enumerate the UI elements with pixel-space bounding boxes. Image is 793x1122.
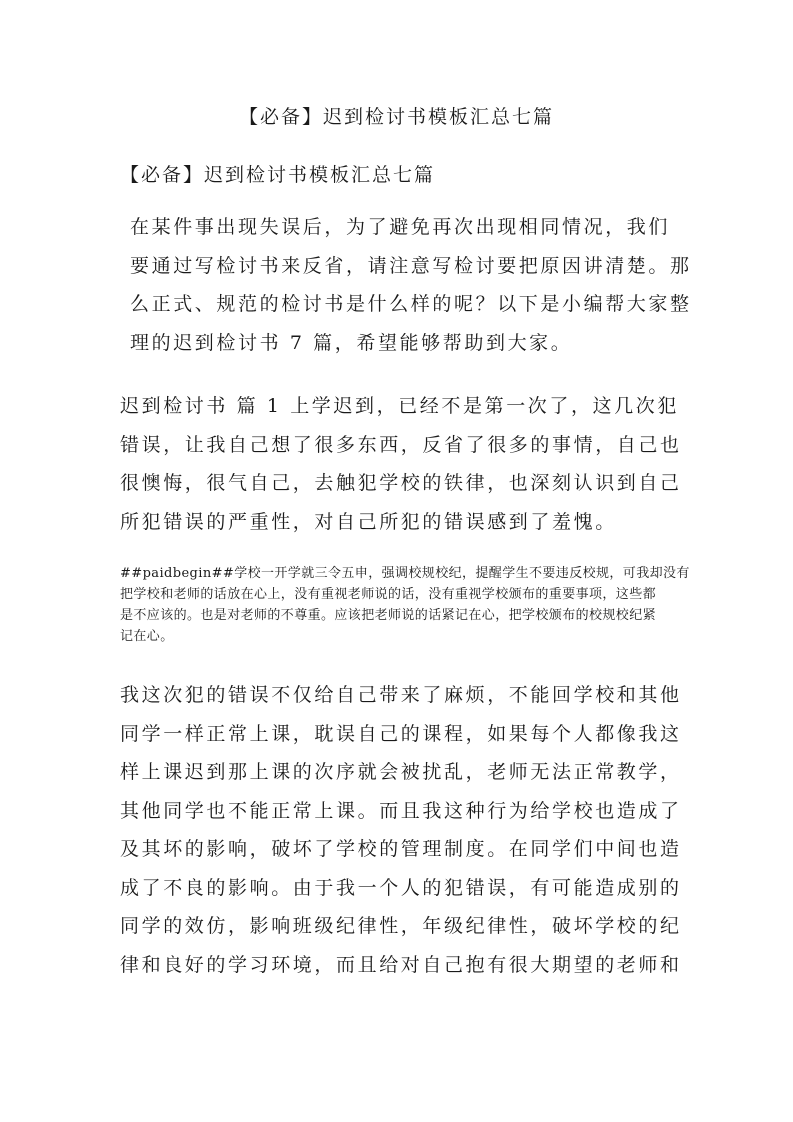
text-line: 其他同学也不能正常上课。而且我这种行为给学校也造成了 (120, 799, 682, 822)
text-line: 成了不良的影响。由于我一个人的犯错误，有可能造成别的 (120, 876, 682, 899)
text-line: 么正式、规范的检讨书是什么样的呢？以下是小编帮大家整 (130, 293, 692, 315)
text-line: 所犯错误的严重性，对自己所犯的错误感到了羞愧。 (120, 510, 617, 533)
text-line: 同学的效仿，影响班级纪律性，年级纪律性，破坏学校的纪 (120, 915, 682, 937)
text-line: 很懊悔，很气自己，去触犯学校的铁律，也深刻认识到自己 (120, 472, 682, 494)
text-line: 要通过写检讨书来反省，请注意写检讨要把原因讲清楚。那 (130, 254, 692, 277)
text-line: 把学校和老师的话放在心上，没有重视老师说的话，没有重视学校颁布的重要事项，这些都 (120, 587, 657, 602)
intro-paragraph (120, 208, 692, 362)
page-title: 【必备】迟到检讨书模板汇总七篇 (238, 106, 554, 128)
text-line: ##paidbegin##学校一开学就三令五申，强调校规校纪，提醒学生不要违反校规，可我却没有 (120, 566, 690, 581)
paragraph-2 (120, 676, 682, 984)
text-line: 理的迟到检讨书 7 篇，希望能够帮助到大家。 (130, 331, 573, 354)
text-line: 样上课迟到那上课的次序就会被扰乱，老师无法正常教学， (120, 761, 682, 783)
paragraph-1 (120, 387, 682, 541)
small-print-paragraph (120, 563, 690, 647)
text-line: 同学一样正常上课，耽误自己的课程，如果每个人都像我这 (120, 722, 682, 745)
text-line: 记在心。 (120, 629, 174, 644)
text-line: 错误，让我自己想了很多东西，反省了很多的事情，自己也 (120, 433, 682, 456)
text-line: 是不应该的。也是对老师的不尊重。应该把老师说的话紧记在心，把学校颁布的校规校纪紧 (120, 608, 657, 623)
text-line: 及其坏的影响，破坏了学校的管理制度。在同学们中间也造 (120, 838, 682, 860)
text-line: 迟到检讨书 篇 1 上学迟到，已经不是第一次了，这几次犯 (120, 395, 680, 417)
document-heading: 【必备】迟到检讨书模板汇总七篇 (120, 164, 436, 186)
text-line: 律和良好的学习环境，而且给对自己抱有很大期望的老师和 (120, 953, 682, 976)
text-line: 我这次犯的错误不仅给自己带来了麻烦，不能回学校和其他 (120, 684, 682, 706)
text-line: 在某件事出现失误后，为了避免再次出现相同情况，我们 (130, 216, 671, 238)
